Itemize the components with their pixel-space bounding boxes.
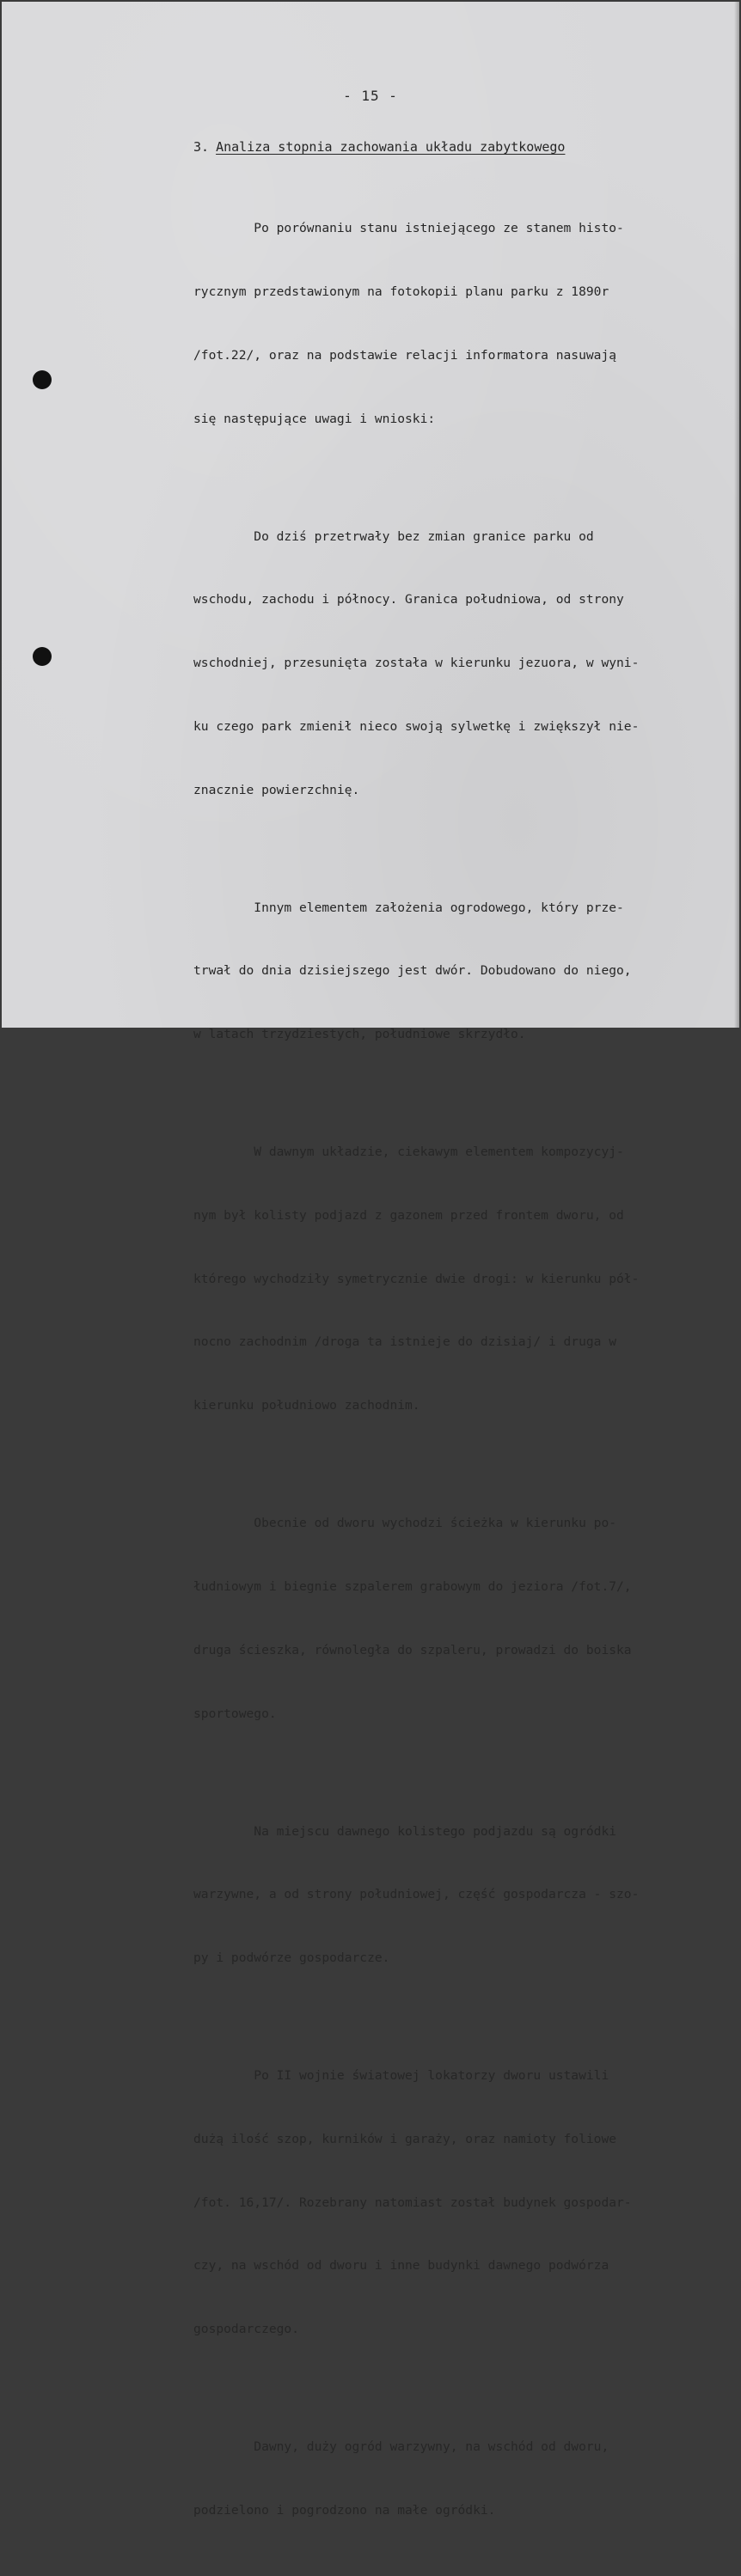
text-line: Innym elementem założenia ogrodowego, który prze- xyxy=(193,900,624,915)
document-body xyxy=(193,176,709,2576)
text-line: wschodu, zachodu i północy. Granica południowa, od strony xyxy=(193,592,624,607)
page-edge-shadow xyxy=(734,2,739,1028)
text-line: wschodniej, przesunięta została w kierunku jezuora, w wyni- xyxy=(193,656,640,671)
text-line: druga ścieszka, równoległa do szpaleru, prowadzi do boiska xyxy=(193,1642,632,1657)
text-line: ku czego park zmienił nieco swoją sylwetkę i zwiększył nie- xyxy=(193,718,640,734)
text-line: nocno zachodnim /droga ta istnieje do dzisiaj/ i druga w xyxy=(193,1334,617,1350)
text-line: sportowego. xyxy=(193,1706,277,1721)
text-line: podzielono i pogrodzono na małe ogródki. xyxy=(193,2502,496,2518)
paragraph xyxy=(193,855,709,1088)
text-line: Dawny, duży ogród warzywny, na wschód od dworu, xyxy=(193,2439,609,2455)
text-line: warzywne, a od strony południowej, część gospodarcza - szo- xyxy=(193,1887,640,1902)
paragraph xyxy=(193,484,709,843)
text-line: Po II wojnie światowej lokatorzy dworu ustawili xyxy=(193,2068,609,2084)
punch-hole xyxy=(33,647,52,666)
section-number: 3. xyxy=(193,139,210,155)
paragraph xyxy=(193,1471,709,1767)
text-line: nym był kolisty podjazd z gazonem przed frontem dworu, od xyxy=(193,1207,624,1223)
punch-hole xyxy=(33,370,52,389)
page-number: - 15 - xyxy=(343,88,398,104)
text-line: kierunku południowo zachodnim. xyxy=(193,1398,420,1413)
text-line: Do dziś przetrwały bez zmian granice parku od xyxy=(193,528,594,544)
paragraph xyxy=(193,2024,709,2383)
text-line: znacznie powierzchnię. xyxy=(193,782,360,797)
text-line: /fot. 16,17/. Rozebrany natomiast został budynek gospodar- xyxy=(193,2194,632,2210)
paragraph xyxy=(193,176,709,472)
text-line: Obecnie od dworu wychodzi ścieżka w kierunku po- xyxy=(193,1516,617,1531)
text-line: rycznym przedstawionym na fotokopii planu parku z 1890r xyxy=(193,284,609,299)
paragraph xyxy=(193,2395,709,2564)
text-line: Na miejscu dawnego kolistego podjazdu są ogródki xyxy=(193,1823,617,1839)
paragraph xyxy=(193,1779,709,2011)
text-line: trwał do dnia dzisiejszego jest dwór. Dobudowano do niego, xyxy=(193,963,632,979)
text-line: /fot.22/, oraz na podstawie relacji informatora nasuwają xyxy=(193,347,617,363)
text-line: w latach trzydziestych, południowe skrzydło. xyxy=(193,1027,526,1042)
text-line: czy, na wschód od dworu i inne budynki dawnego podwórza xyxy=(193,2258,609,2274)
text-line: którego wychodziły symetrycznie dwie drogi: w kierunku pół- xyxy=(193,1271,640,1286)
section-title: Analiza stopnia zachowania układu zabytkowego xyxy=(216,139,566,155)
document-page xyxy=(2,2,739,2518)
text-line: dużą ilość szop, kurników i garaży, oraz namioty foliowe xyxy=(193,2131,617,2146)
section-heading xyxy=(193,139,565,155)
text-line: Po porównaniu stanu istniejącego ze stanem histo- xyxy=(193,221,624,236)
text-line: się następujące uwagi i wnioski: xyxy=(193,411,436,426)
text-line: W dawnym układzie, ciekawym elementem kompozycyj- xyxy=(193,1145,624,1160)
text-line: py i podwórze gospodarcze. xyxy=(193,1950,390,1966)
text-line: gospodarczego. xyxy=(193,2322,300,2337)
text-line: łudniowym i biegnie szpalerem grabowym do jeziora /fot.7/, xyxy=(193,1579,632,1594)
paragraph xyxy=(193,1100,709,1459)
